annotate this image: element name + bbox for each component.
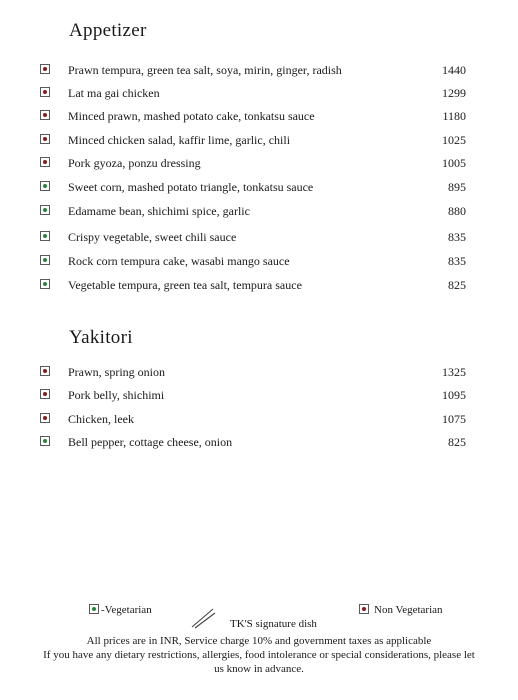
veg-icon bbox=[40, 181, 50, 191]
item-name: Sweet corn, mashed potato triangle, tonkatsu sauce bbox=[68, 180, 314, 194]
veg-icon bbox=[40, 205, 50, 215]
item-price: 835 bbox=[448, 230, 466, 244]
non-veg-icon bbox=[40, 134, 50, 144]
menu-item bbox=[40, 108, 470, 124]
item-name: Prawn, spring onion bbox=[68, 365, 165, 379]
item-name: Pork belly, shichimi bbox=[68, 388, 165, 402]
item-price: 825 bbox=[448, 278, 466, 292]
menu-item bbox=[40, 132, 470, 148]
item-name: Edamame bean, shichimi spice, garlic bbox=[68, 204, 250, 218]
veg-icon bbox=[40, 436, 50, 446]
veg-icon bbox=[89, 604, 99, 614]
legend-non-vegetarian-label: Non Vegetarian bbox=[374, 604, 443, 616]
item-price: 1440 bbox=[442, 63, 466, 77]
menu-item bbox=[40, 85, 470, 101]
menu-item bbox=[40, 62, 470, 78]
menu-item bbox=[40, 203, 470, 219]
item-name: Chicken, leek bbox=[68, 412, 134, 426]
item-name: Minced prawn, mashed potato cake, tonkatsu sauce bbox=[68, 109, 315, 123]
item-price: 1095 bbox=[442, 388, 466, 402]
non-veg-icon bbox=[40, 157, 50, 167]
menu-item bbox=[40, 411, 470, 427]
item-name: Minced chicken salad, kaffir lime, garlic, chili bbox=[68, 133, 291, 147]
menu-item bbox=[40, 155, 470, 171]
footer-dietary-note-cont: us know in advance. bbox=[214, 663, 304, 675]
item-price: 1325 bbox=[442, 365, 466, 379]
item-name: Vegetable tempura, green tea salt, tempura sauce bbox=[68, 278, 302, 292]
non-veg-icon bbox=[40, 389, 50, 399]
veg-icon bbox=[40, 255, 50, 265]
footer-prices-note: All prices are in INR, Service charge 10% and government taxes as applicable bbox=[86, 635, 432, 647]
item-price: 1299 bbox=[442, 86, 466, 100]
item-price: 880 bbox=[448, 204, 466, 218]
menu-item bbox=[40, 434, 470, 450]
section-title-yakitori: Yakitori bbox=[69, 327, 133, 348]
item-name: Prawn tempura, green tea salt, soya, mirin, ginger, radish bbox=[68, 63, 342, 77]
item-price: 895 bbox=[448, 180, 466, 194]
non-veg-icon bbox=[40, 64, 50, 74]
menu-item bbox=[40, 277, 470, 293]
non-veg-icon bbox=[40, 366, 50, 376]
item-name: Rock corn tempura cake, wasabi mango sauce bbox=[68, 254, 290, 268]
veg-icon bbox=[40, 231, 50, 241]
item-name: Lat ma gai chicken bbox=[68, 86, 160, 100]
menu-item bbox=[40, 229, 470, 245]
veg-icon bbox=[40, 279, 50, 289]
footer-dietary-note: If you have any dietary restrictions, allergies, food intolerance or special considerations, please let bbox=[43, 649, 475, 661]
item-price: 835 bbox=[448, 254, 466, 268]
item-price: 1025 bbox=[442, 133, 466, 147]
legend-vegetarian bbox=[89, 603, 152, 617]
menu-item bbox=[40, 364, 470, 380]
non-veg-icon bbox=[40, 413, 50, 423]
menu-item bbox=[40, 387, 470, 403]
menu-item bbox=[40, 253, 470, 269]
item-name: Bell pepper, cottage cheese, onion bbox=[68, 435, 233, 449]
item-name: Crispy vegetable, sweet chili sauce bbox=[68, 230, 237, 244]
non-veg-icon bbox=[40, 110, 50, 120]
non-veg-icon bbox=[359, 604, 369, 614]
legend-non-vegetarian bbox=[359, 603, 443, 617]
item-price: 1075 bbox=[442, 412, 466, 426]
menu-item bbox=[40, 179, 470, 195]
item-price: 825 bbox=[448, 435, 466, 449]
legend-vegetarian-label: -Vegetarian bbox=[101, 604, 152, 616]
section-title-appetizer: Appetizer bbox=[69, 20, 147, 41]
item-name: Pork gyoza, ponzu dressing bbox=[68, 156, 201, 170]
legend-signature-label: TK'S signature dish bbox=[230, 618, 317, 630]
chopsticks-icon bbox=[190, 607, 216, 629]
item-price: 1180 bbox=[442, 109, 466, 123]
non-veg-icon bbox=[40, 87, 50, 97]
item-price: 1005 bbox=[442, 156, 466, 170]
